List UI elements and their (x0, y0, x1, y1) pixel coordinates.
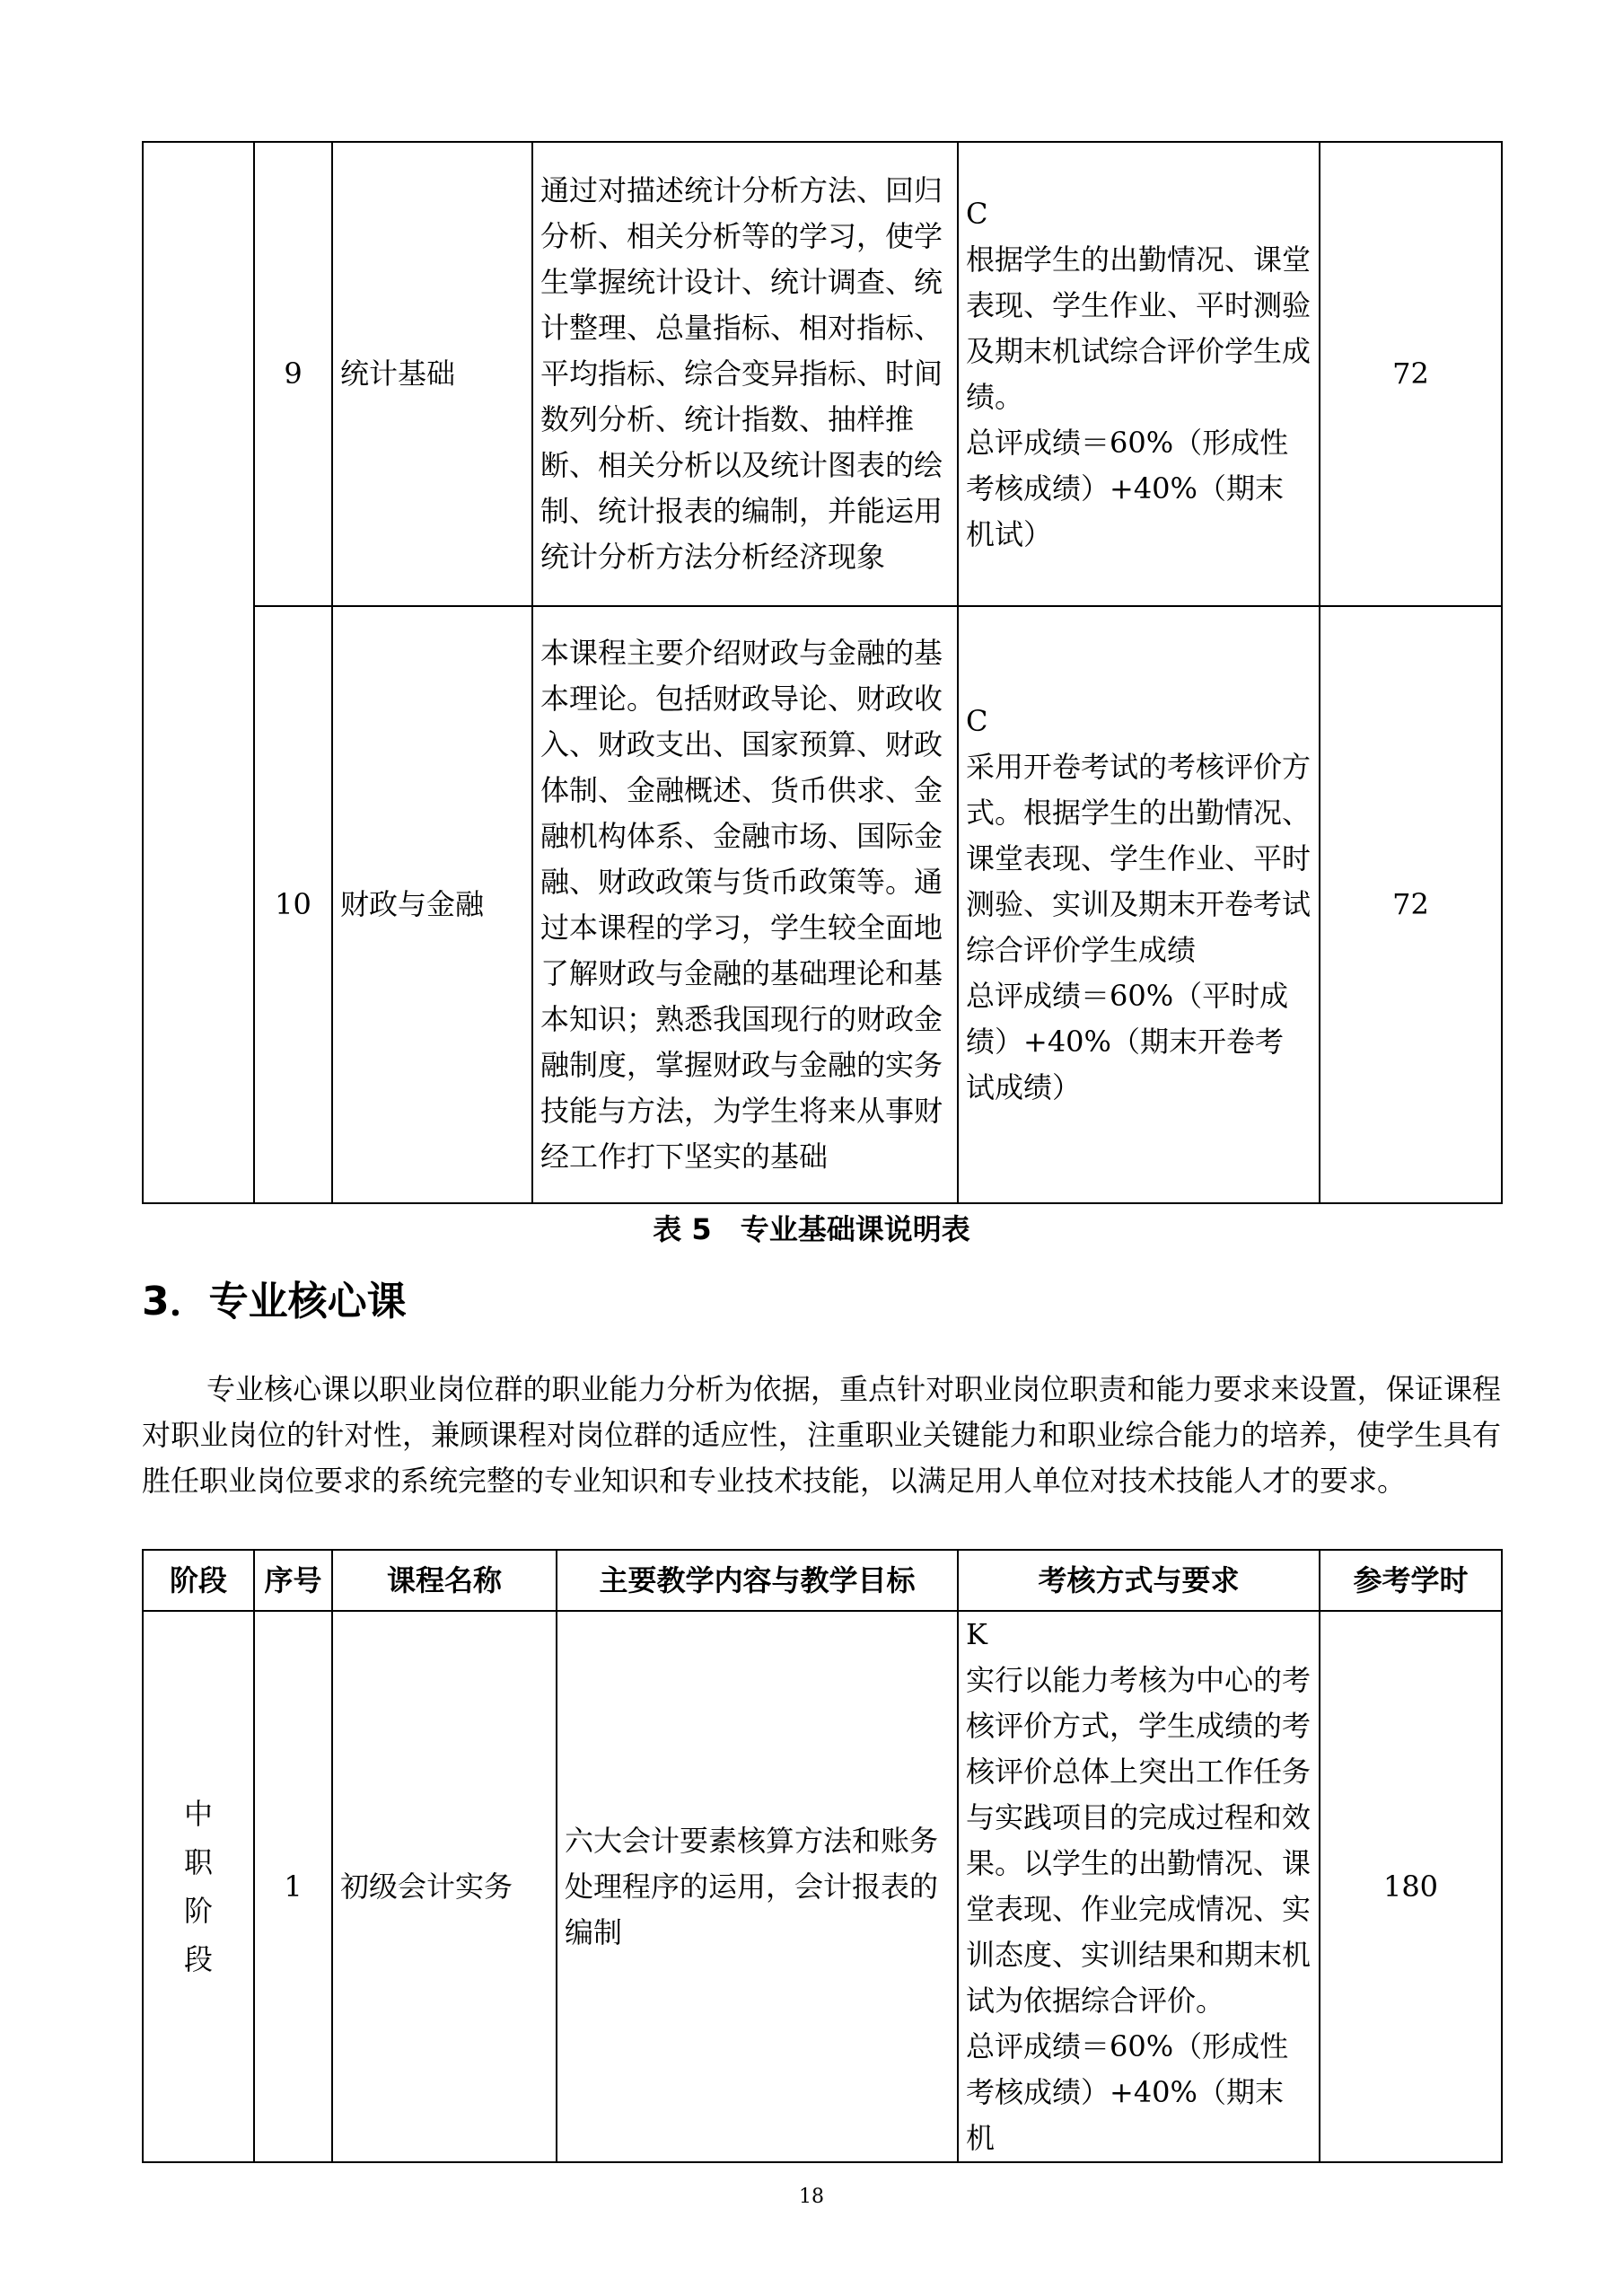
header-number: 序号 (254, 1550, 332, 1611)
stage-cell-empty (143, 142, 254, 1203)
stage-char: 阶 (183, 1894, 213, 1928)
foundation-course-table-continued (142, 141, 1503, 1204)
page-number: 18 (799, 2186, 824, 2208)
course-number: 9 (254, 142, 332, 606)
course-number: 10 (254, 606, 332, 1203)
stage-char: 段 (183, 1942, 213, 1976)
course-assessment: C 根据学生的出勤情况、课堂表现、学生作业、平时测验及期末机试综合评价学生成绩。 总评成绩＝60%（形成性考核成绩）+40%（期末机试） (958, 142, 1320, 606)
course-assessment: C 采用开卷考试的考核评价方式。根据学生的出勤情况、课堂表现、学生作业、平时测验、实训及期末开卷考试综合评价学生成绩 总评成绩＝60%（平时成绩）+40%（期末开卷考试成绩） (958, 606, 1320, 1203)
table-caption: 表 5 专业基础课说明表 (653, 1212, 970, 1246)
header-content: 主要教学内容与教学目标 (557, 1550, 958, 1611)
course-hours: 72 (1320, 142, 1502, 606)
header-hours: 参考学时 (1320, 1550, 1502, 1611)
stage-char: 中 (183, 1797, 213, 1831)
core-course-table (142, 1549, 1503, 2163)
course-hours: 180 (1320, 1611, 1502, 2162)
table-row (143, 142, 1502, 606)
section-heading: 3．专业核心课 (142, 1279, 407, 1324)
course-content: 通过对描述统计分析方法、回归分析、相关分析等的学习，使学生掌握统计设计、统计调查、统计整理、总量指标、相对指标、平均指标、综合变异指标、时间数列分析、统计指数、抽样推断、相关分析以及统计图表的绘制、统计报表的编制，并能运用统计分析方法分析经济现象 (532, 142, 958, 606)
course-name: 初级会计实务 (332, 1611, 557, 2162)
course-content: 六大会计要素核算方法和账务处理程序的运用，会计报表的编制 (557, 1611, 958, 2162)
body-paragraph: 专业核心课以职业岗位群的职业能力分析为依据，重点针对职业岗位职责和能力要求来设置，保证课程对职业岗位的针对性，兼顾课程对岗位群的适应性，注重职业关键能力和职业综合能力的培养，使学生具有胜任职业岗位要求的系统完整的专业知识和专业技术技能，以满足用人单位对技术技能人才的要求。 (142, 1372, 1501, 1498)
course-content: 本课程主要介绍财政与金融的基本理论。包括财政导论、财政收入、财政支出、国家预算、财政体制、金融概述、货币供求、金融机构体系、金融市场、国际金融、财政政策与货币政策等。通过本课程的学习，学生较全面地了解财政与金融的基础理论和基本知识；熟悉我国现行的财政金融制度，掌握财政与金融的实务技能与方法，为学生将来从事财经工作打下坚实的基础 (532, 606, 958, 1203)
header-stage: 阶段 (143, 1550, 254, 1611)
course-assessment: K 实行以能力考核为中心的考核评价方式，学生成绩的考核评价总体上突出工作任务与实践项目的完成过程和效果。以学生的出勤情况、课堂表现、作业完成情况、实训态度、实训结果和期末机试为依据综合评价。 总评成绩＝60%（形成性考核成绩）+40%（期末机 (958, 1611, 1320, 2162)
table-header-row (143, 1550, 1502, 1611)
header-course-name: 课程名称 (332, 1550, 557, 1611)
stage-cell (143, 1611, 254, 2162)
table-row (143, 1611, 1502, 2162)
course-hours: 72 (1320, 606, 1502, 1203)
course-name: 统计基础 (332, 142, 532, 606)
table-row (143, 606, 1502, 1203)
course-name: 财政与金融 (332, 606, 532, 1203)
course-number: 1 (254, 1611, 332, 2162)
stage-char: 职 (183, 1845, 213, 1879)
header-assessment: 考核方式与要求 (958, 1550, 1320, 1611)
